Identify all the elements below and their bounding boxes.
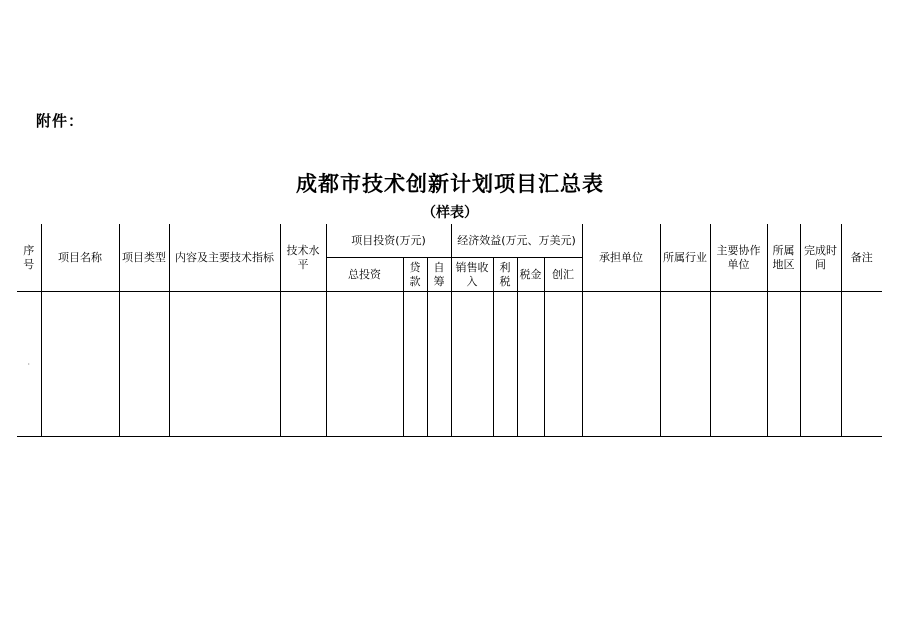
cell-taxes[interactable] — [517, 292, 544, 437]
header-total-investment: 总投资 — [326, 258, 403, 292]
cell-loan[interactable] — [403, 292, 427, 437]
page-subtitle: （样表） — [422, 205, 478, 221]
header-content-indicators: 内容及主要技术指标 — [169, 224, 280, 292]
header-remarks: 备注 — [841, 224, 882, 292]
cell-main-cooperator[interactable] — [710, 292, 767, 437]
cell-serial[interactable] — [17, 292, 41, 437]
cell-industry[interactable] — [660, 292, 710, 437]
header-project-type: 项目类型 — [119, 224, 169, 292]
cell-total-investment[interactable] — [326, 292, 403, 437]
header-tech-level: 技术水平 — [280, 224, 326, 292]
header-project-name: 项目名称 — [41, 224, 119, 292]
cell-tech-level[interactable] — [280, 292, 326, 437]
cell-project-type[interactable] — [119, 292, 169, 437]
header-profit-tax: 利税 — [493, 258, 517, 292]
cell-sales-income[interactable] — [451, 292, 493, 437]
header-foreign-exchange: 创汇 — [544, 258, 582, 292]
header-self-funded: 自筹 — [427, 258, 451, 292]
row-mark: · — [27, 359, 31, 369]
table-row — [17, 292, 882, 437]
header-industry: 所属行业 — [660, 224, 710, 292]
summary-table — [17, 224, 882, 437]
header-sales-income: 销售收入 — [451, 258, 493, 292]
header-taxes: 税金 — [517, 258, 544, 292]
attachment-label: 附件： — [36, 112, 85, 130]
cell-completion-time[interactable] — [800, 292, 841, 437]
cell-foreign-exchange[interactable] — [544, 292, 582, 437]
cell-undertaking-unit[interactable] — [582, 292, 660, 437]
cell-content-indicators[interactable] — [169, 292, 280, 437]
header-main-cooperator: 主要协作单位 — [710, 224, 767, 292]
header-undertaking-unit: 承担单位 — [582, 224, 660, 292]
header-loan: 贷款 — [403, 258, 427, 292]
cell-project-name[interactable] — [41, 292, 119, 437]
cell-profit-tax[interactable] — [493, 292, 517, 437]
cell-remarks[interactable] — [841, 292, 882, 437]
header-benefit-group: 经济效益(万元、万美元) — [451, 224, 582, 258]
header-investment-group: 项目投资(万元) — [326, 224, 451, 258]
cell-self-funded[interactable] — [427, 292, 451, 437]
header-serial: 序号 — [17, 224, 41, 292]
page-title: 成都市技术创新计划项目汇总表 — [296, 172, 604, 196]
header-region: 所属地区 — [767, 224, 800, 292]
cell-region[interactable] — [767, 292, 800, 437]
header-row-top — [17, 224, 882, 258]
header-completion-time: 完成时间 — [800, 224, 841, 292]
